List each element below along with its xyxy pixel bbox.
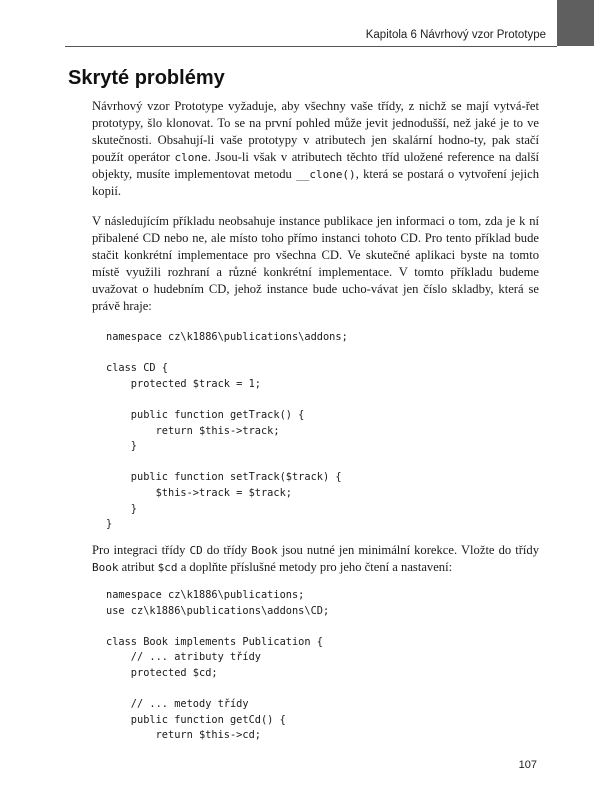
code-block-book-class: namespace cz\k1886\publications; use cz\k1886\publications\addons\CD; class Book implements Publication { // ... atributy třídy protected $cd; // ... metody třídy public function getCd() { return $this->cd; bbox=[106, 589, 330, 742]
code-block-cd-class: namespace cz\k1886\publications\addons; class CD { protected $track = 1; public function getTrack() { return $this->track; } public function setTrack($track) { $this->track = $track; } } bbox=[106, 331, 348, 531]
paragraph-text: jsou nutné jen minimální korekce. Vložte do třídy bbox=[277, 543, 540, 557]
paragraph-text: Pro integraci třídy bbox=[92, 543, 190, 557]
paragraph-text: do třídy bbox=[202, 543, 252, 557]
paragraph-text: , která se postará o vytvoření jejich kopií. bbox=[92, 167, 539, 199]
paragraph-example: V následujícím příkladu neobsahuje instance publikace jen informaci o tom, zda je k ní přibalené CD nebo ne, ale místo toho přímo instanci tohoto CD. Pro tento příklad bude stačit konkrétní implementace pro všechna CD. Ve skutečné aplikaci byste na tomto místě využili rozhraní a různé konkrétní implementace. V tomto příkladu budeme uvažovat o hudebním CD, jehož instance bude ucho-vávat jen číslo skladby, která se právě hraje: bbox=[92, 214, 539, 314]
inline-code: clone bbox=[174, 151, 208, 165]
header-rule bbox=[65, 46, 557, 47]
chapter-header: Kapitola 6 Návrhový vzor Prototype bbox=[365, 29, 546, 41]
paragraph-intro bbox=[92, 98, 539, 201]
paragraph-text: . Jsou-li však v atributech těchto tříd uložené reference na další objekty, musíte implementovat metodu bbox=[92, 150, 540, 182]
chapter-thumb-tab bbox=[557, 0, 594, 46]
inline-code: $cd bbox=[157, 561, 178, 575]
paragraph-text: atribut bbox=[118, 560, 158, 575]
inline-code: Book bbox=[92, 561, 119, 575]
inline-code: __clone() bbox=[296, 168, 356, 182]
inline-code: Book bbox=[251, 544, 278, 557]
inline-code: CD bbox=[189, 544, 203, 557]
page-number: 107 bbox=[518, 759, 537, 771]
section-title: Skryté problémy bbox=[68, 67, 225, 89]
paragraph-integration bbox=[92, 542, 539, 576]
paragraph-text: a doplňte příslušné metody pro jeho čtení a nastavení: bbox=[177, 560, 453, 575]
paragraph-text: Návrhový vzor Prototype vyžaduje, aby všechny vaše třídy, z nichž se mají vytvá-řet prototypy, šlo klonovat. To se na první pohled může jevit jednodušší, než jaké je to ve skutečnosti. Obsahují-li vaše prototypy v atributech jen skalární hodno-ty, pak stačí použít operátor bbox=[92, 99, 539, 165]
